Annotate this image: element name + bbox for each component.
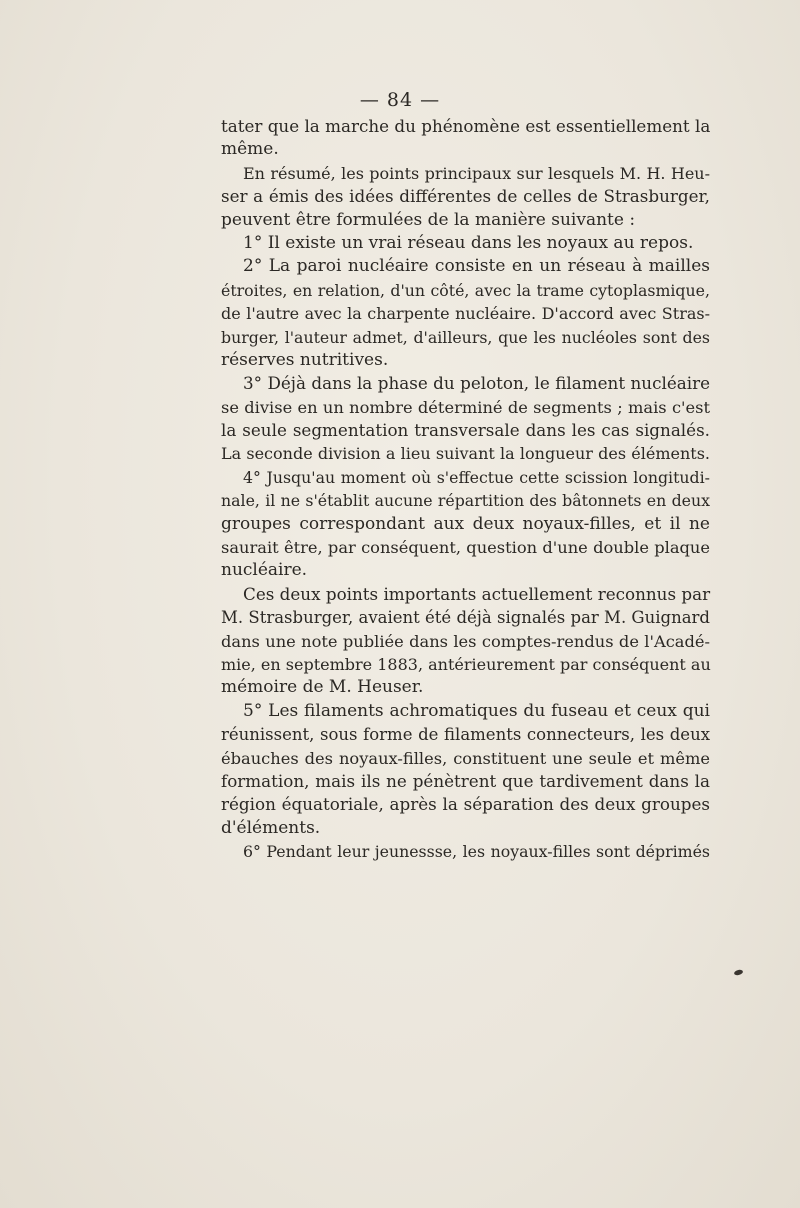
text-line: d'éléments. [221, 817, 321, 838]
paragraph [221, 840, 710, 863]
page-number: — 84 — [359, 89, 441, 111]
text-line: étroites, en relation, d'un côté, avec la trame cytoplasmique, [221, 280, 710, 300]
text-line: ser a émis des idées différentes de celles de Strasburger, [221, 186, 710, 207]
text-line: région équatoriale, après la séparation des deux groupes [221, 794, 710, 815]
text-line: de l'autre avec la charpente nucléaire. D'accord avec Stras- [221, 304, 710, 324]
text-line: réserves nutritives. [221, 349, 389, 370]
text-line: M. Strasburger, avaient été déjà signalés par M. Guignard [221, 608, 710, 628]
text-line: mémoire de M. Heuser. [221, 677, 424, 698]
text-line: mie, en septembre 1883, antérieurement par conséquent au [221, 654, 711, 674]
text-line: nucléaire. [221, 560, 308, 581]
text-line: même. [221, 139, 279, 160]
ink-speck [734, 969, 744, 976]
text-line: 1° Il existe un vrai réseau dans les noyaux au repos. [243, 232, 694, 253]
text-line: groupes correspondant aux deux noyaux-filles, et il ne [221, 513, 710, 534]
text-line: La seconde division a lieu suivant la longueur des éléments. [221, 444, 710, 464]
text-line: 5° Les filaments achromatiques du fuseau et ceux qui [243, 700, 710, 721]
text-line: la seule segmentation transversale dans les cas signalés. [221, 420, 710, 441]
text-line: tater que la marche du phénomène est essentiellement la [221, 116, 711, 136]
paragraph [221, 583, 710, 700]
text-line: réunissent, sous forme de filaments connecteurs, les deux [221, 725, 710, 745]
text-line: ébauches des noyaux-filles, constituent une seule et même [221, 748, 710, 768]
text-line: burger, l'auteur admet, d'ailleurs, que les nucléoles sont des [221, 327, 710, 347]
paragraph [221, 255, 710, 372]
paragraph [221, 162, 710, 232]
text-line: saurait être, par conséquent, question d'une double plaque [221, 538, 710, 558]
text-line: se divise en un nombre déterminé de segments ; mais c'est [221, 397, 710, 417]
text-line: nale, il ne s'établit aucune répartition des bâtonnets en deux [221, 491, 710, 511]
paragraph [221, 466, 710, 583]
text-line: peuvent être formulées de la manière suivante : [221, 209, 636, 230]
body-text [221, 115, 710, 864]
text-line: 4° Jusqu'au moment où s'effectue cette scission longitudi- [243, 467, 710, 487]
paragraph [221, 115, 710, 162]
paragraph [221, 372, 710, 466]
text-line: 3° Déjà dans la phase du peloton, le filament nucléaire [243, 373, 710, 394]
paragraph [221, 700, 710, 840]
text-line: En résumé, les points principaux sur lesquels M. H. Heu- [243, 163, 710, 183]
text-line: dans une note publiée dans les comptes-rendus de l'Acadé- [221, 631, 710, 651]
text-line: formation, mais ils ne pénètrent que tardivement dans la [221, 770, 710, 791]
text-line: 2° La paroi nucléaire consiste en un réseau à mailles [243, 256, 710, 277]
text-line: Ces deux points importants actuellement reconnus par [243, 583, 711, 604]
paragraph [221, 232, 710, 255]
text-line: 6° Pendant leur jeunessse, les noyaux-filles sont déprimés [243, 842, 710, 862]
